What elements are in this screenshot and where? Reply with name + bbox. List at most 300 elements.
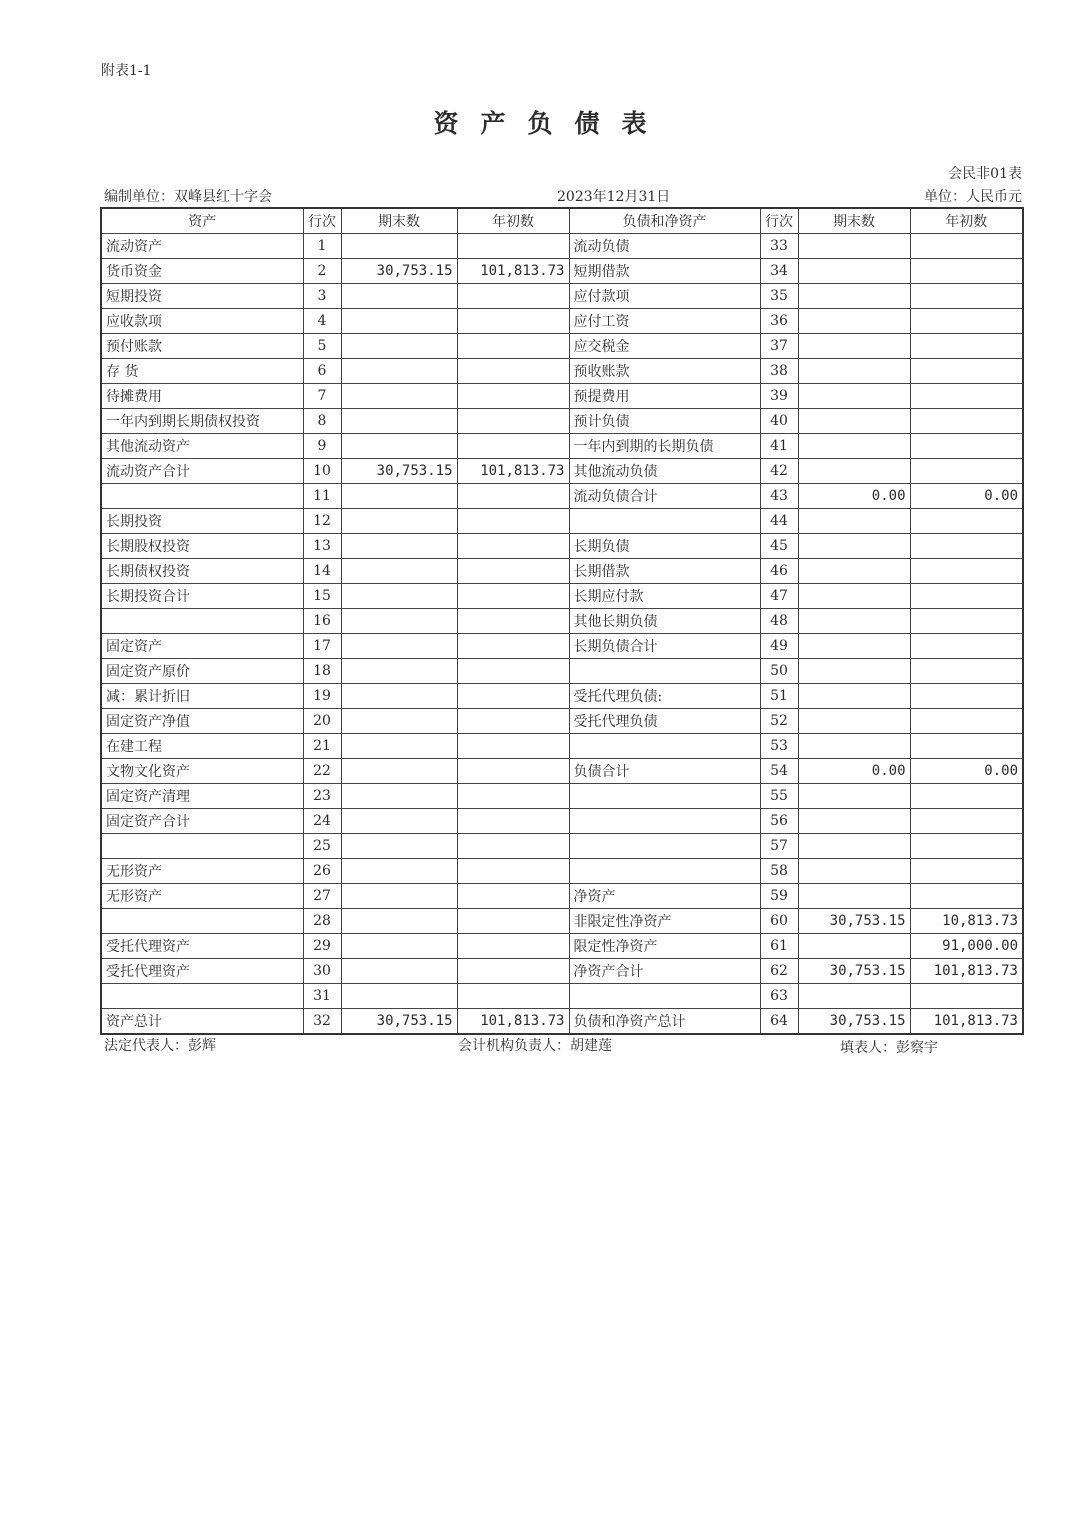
liability-year-begin <box>910 459 1023 484</box>
liability-item: 应付工资 <box>569 309 760 334</box>
asset-period-end: 30,753.15 <box>341 459 457 484</box>
asset-row-no: 7 <box>303 384 341 409</box>
asset-year-begin <box>457 309 569 334</box>
liability-item: 长期负债 <box>569 534 760 559</box>
liability-item: 限定性净资产 <box>569 934 760 959</box>
asset-item: 文物文化资产 <box>101 759 303 784</box>
liability-year-begin <box>910 534 1023 559</box>
asset-item: 受托代理资产 <box>101 934 303 959</box>
asset-year-begin <box>457 234 569 259</box>
asset-row-no: 8 <box>303 409 341 434</box>
asset-item: 固定资产净值 <box>101 709 303 734</box>
liability-item: 非限定性净资产 <box>569 909 760 934</box>
asset-year-begin <box>457 809 569 834</box>
table-row <box>101 334 1023 359</box>
liability-item: 净资产 <box>569 884 760 909</box>
liability-period-end <box>798 834 910 859</box>
asset-period-end <box>341 484 457 509</box>
asset-period-end: 30,753.15 <box>341 1009 457 1035</box>
table-row <box>101 759 1023 784</box>
asset-row-no: 15 <box>303 584 341 609</box>
liability-period-end <box>798 259 910 284</box>
liability-period-end <box>798 809 910 834</box>
asset-row-no: 27 <box>303 884 341 909</box>
table-row <box>101 684 1023 709</box>
liability-row-no: 47 <box>760 584 798 609</box>
asset-item: 一年内到期长期债权投资 <box>101 409 303 434</box>
table-row <box>101 1009 1023 1035</box>
liability-period-end <box>798 284 910 309</box>
liability-row-no: 62 <box>760 959 798 984</box>
liability-year-begin <box>910 609 1023 634</box>
liability-year-begin <box>910 859 1023 884</box>
page-title: 资产负债表 <box>433 109 669 138</box>
liability-row-no: 49 <box>760 634 798 659</box>
col-header-year-begin: 年初数 <box>457 208 569 234</box>
table-row <box>101 884 1023 909</box>
asset-row-no: 25 <box>303 834 341 859</box>
col-header-row-no-2: 行次 <box>760 208 798 234</box>
liability-row-no: 52 <box>760 709 798 734</box>
asset-item: 固定资产清理 <box>101 784 303 809</box>
asset-period-end <box>341 809 457 834</box>
liability-year-begin <box>910 434 1023 459</box>
liability-item: 长期应付款 <box>569 584 760 609</box>
liability-period-end <box>798 534 910 559</box>
asset-row-no: 18 <box>303 659 341 684</box>
asset-year-begin <box>457 984 569 1009</box>
liability-year-begin <box>910 309 1023 334</box>
liability-year-begin <box>910 709 1023 734</box>
asset-period-end <box>341 584 457 609</box>
liability-item: 预计负债 <box>569 409 760 434</box>
liability-year-begin <box>910 259 1023 284</box>
asset-item: 流动资产 <box>101 234 303 259</box>
report-meta <box>104 186 1022 206</box>
asset-row-no: 29 <box>303 934 341 959</box>
asset-year-begin <box>457 359 569 384</box>
liability-period-end <box>798 684 910 709</box>
asset-period-end <box>341 884 457 909</box>
form-code: 会民非01表 <box>948 166 1022 182</box>
table-row <box>101 284 1023 309</box>
liability-item <box>569 509 760 534</box>
asset-item: 待摊费用 <box>101 384 303 409</box>
asset-period-end <box>341 334 457 359</box>
asset-year-begin <box>457 409 569 434</box>
asset-item: 长期投资合计 <box>101 584 303 609</box>
asset-year-begin <box>457 584 569 609</box>
asset-item: 货币资金 <box>101 259 303 284</box>
liability-item: 预收账款 <box>569 359 760 384</box>
table-row <box>101 534 1023 559</box>
asset-item <box>101 484 303 509</box>
liability-item: 负债合计 <box>569 759 760 784</box>
liability-year-begin <box>910 634 1023 659</box>
col-header-year-begin-2: 年初数 <box>910 208 1023 234</box>
table-row <box>101 309 1023 334</box>
liability-row-no: 36 <box>760 309 798 334</box>
table-row <box>101 509 1023 534</box>
asset-row-no: 5 <box>303 334 341 359</box>
asset-year-begin <box>457 884 569 909</box>
liability-year-begin <box>910 409 1023 434</box>
asset-row-no: 20 <box>303 709 341 734</box>
asset-item <box>101 909 303 934</box>
asset-period-end <box>341 234 457 259</box>
asset-item <box>101 834 303 859</box>
liability-period-end <box>798 634 910 659</box>
liability-period-end <box>798 434 910 459</box>
liability-item: 流动负债 <box>569 234 760 259</box>
asset-period-end <box>341 609 457 634</box>
asset-period-end <box>341 284 457 309</box>
asset-item: 预付账款 <box>101 334 303 359</box>
liability-row-no: 57 <box>760 834 798 859</box>
table-row <box>101 584 1023 609</box>
col-header-row-no: 行次 <box>303 208 341 234</box>
table-row <box>101 734 1023 759</box>
liability-item: 预提费用 <box>569 384 760 409</box>
liability-year-begin <box>910 659 1023 684</box>
table-row <box>101 359 1023 384</box>
liability-item <box>569 784 760 809</box>
asset-row-no: 6 <box>303 359 341 384</box>
liability-year-begin <box>910 734 1023 759</box>
liability-year-begin <box>910 384 1023 409</box>
liability-item: 长期借款 <box>569 559 760 584</box>
liability-item: 受托代理负债 <box>569 709 760 734</box>
col-header-liabilities: 负债和净资产 <box>569 208 760 234</box>
liability-row-no: 60 <box>760 909 798 934</box>
asset-row-no: 19 <box>303 684 341 709</box>
asset-period-end <box>341 509 457 534</box>
liability-period-end: 0.00 <box>798 484 910 509</box>
liability-row-no: 53 <box>760 734 798 759</box>
table-row <box>101 384 1023 409</box>
asset-year-begin <box>457 709 569 734</box>
asset-year-begin <box>457 734 569 759</box>
asset-year-begin <box>457 634 569 659</box>
table-row <box>101 559 1023 584</box>
liability-row-no: 44 <box>760 509 798 534</box>
asset-row-no: 13 <box>303 534 341 559</box>
liability-item: 长期负债合计 <box>569 634 760 659</box>
asset-row-no: 4 <box>303 309 341 334</box>
col-header-period-end-2: 期末数 <box>798 208 910 234</box>
liability-item <box>569 734 760 759</box>
asset-period-end: 30,753.15 <box>341 259 457 284</box>
asset-year-begin: 101,813.73 <box>457 259 569 284</box>
liability-period-end <box>798 384 910 409</box>
liability-year-begin <box>910 559 1023 584</box>
liability-item: 其他长期负债 <box>569 609 760 634</box>
liability-period-end: 30,753.15 <box>798 1009 910 1035</box>
accounting-head: 会计机构负责人：胡建莲 <box>458 1038 612 1054</box>
liability-period-end <box>798 309 910 334</box>
liability-row-no: 55 <box>760 784 798 809</box>
liability-item: 流动负债合计 <box>569 484 760 509</box>
liability-year-begin <box>910 884 1023 909</box>
asset-period-end <box>341 434 457 459</box>
asset-item: 长期投资 <box>101 509 303 534</box>
report-date: 2023年12月31日 <box>557 189 671 205</box>
liability-item <box>569 809 760 834</box>
table-row <box>101 934 1023 959</box>
liability-row-no: 43 <box>760 484 798 509</box>
liability-row-no: 39 <box>760 384 798 409</box>
asset-row-no: 2 <box>303 259 341 284</box>
asset-period-end <box>341 559 457 584</box>
asset-year-begin <box>457 934 569 959</box>
asset-year-begin: 101,813.73 <box>457 459 569 484</box>
liability-period-end <box>798 584 910 609</box>
table-row <box>101 959 1023 984</box>
asset-year-begin <box>457 684 569 709</box>
asset-period-end <box>341 734 457 759</box>
asset-row-no: 11 <box>303 484 341 509</box>
asset-year-begin <box>457 909 569 934</box>
liability-row-no: 50 <box>760 659 798 684</box>
liability-row-no: 37 <box>760 334 798 359</box>
asset-year-begin <box>457 284 569 309</box>
asset-year-begin: 101,813.73 <box>457 1009 569 1035</box>
liability-row-no: 56 <box>760 809 798 834</box>
liability-year-begin: 91,000.00 <box>910 934 1023 959</box>
table-row <box>101 909 1023 934</box>
asset-row-no: 30 <box>303 959 341 984</box>
liability-year-begin <box>910 809 1023 834</box>
table-row <box>101 834 1023 859</box>
liability-period-end: 30,753.15 <box>798 909 910 934</box>
asset-period-end <box>341 534 457 559</box>
table-row <box>101 634 1023 659</box>
liability-row-no: 45 <box>760 534 798 559</box>
asset-year-begin <box>457 609 569 634</box>
liability-item <box>569 834 760 859</box>
asset-row-no: 28 <box>303 909 341 934</box>
liability-item: 应交税金 <box>569 334 760 359</box>
table-row <box>101 784 1023 809</box>
asset-row-no: 17 <box>303 634 341 659</box>
asset-row-no: 22 <box>303 759 341 784</box>
liability-year-begin <box>910 684 1023 709</box>
liability-item <box>569 984 760 1009</box>
table-body <box>101 234 1023 1035</box>
liability-year-begin <box>910 834 1023 859</box>
liability-period-end <box>798 334 910 359</box>
asset-year-begin <box>457 334 569 359</box>
liability-year-begin <box>910 784 1023 809</box>
asset-period-end <box>341 384 457 409</box>
asset-period-end <box>341 784 457 809</box>
liability-item: 其他流动负债 <box>569 459 760 484</box>
asset-year-begin <box>457 384 569 409</box>
signature-row <box>104 1035 944 1055</box>
asset-row-no: 23 <box>303 784 341 809</box>
asset-item: 固定资产原价 <box>101 659 303 684</box>
liability-year-begin <box>910 359 1023 384</box>
asset-year-begin <box>457 434 569 459</box>
asset-row-no: 1 <box>303 234 341 259</box>
asset-item: 资产总计 <box>101 1009 303 1035</box>
liability-item: 短期借款 <box>569 259 760 284</box>
asset-row-no: 3 <box>303 284 341 309</box>
asset-item: 其他流动资产 <box>101 434 303 459</box>
asset-item: 短期投资 <box>101 284 303 309</box>
liability-year-begin <box>910 984 1023 1009</box>
asset-item: 无形资产 <box>101 884 303 909</box>
liability-period-end <box>798 559 910 584</box>
asset-year-begin <box>457 559 569 584</box>
asset-item: 长期债权投资 <box>101 559 303 584</box>
asset-period-end <box>341 409 457 434</box>
table-row <box>101 484 1023 509</box>
liability-row-no: 41 <box>760 434 798 459</box>
asset-item <box>101 609 303 634</box>
table-row <box>101 809 1023 834</box>
form-filler: 填表人：彭察宇 <box>840 1040 938 1056</box>
asset-year-begin <box>457 484 569 509</box>
table-row <box>101 434 1023 459</box>
liability-row-no: 40 <box>760 409 798 434</box>
liability-period-end <box>798 984 910 1009</box>
liability-item: 负债和净资产总计 <box>569 1009 760 1035</box>
asset-year-begin <box>457 759 569 784</box>
asset-row-no: 10 <box>303 459 341 484</box>
asset-year-begin <box>457 534 569 559</box>
liability-row-no: 63 <box>760 984 798 1009</box>
liability-period-end <box>798 409 910 434</box>
liability-item: 受托代理负债: <box>569 684 760 709</box>
asset-row-no: 26 <box>303 859 341 884</box>
asset-item: 减：累计折旧 <box>101 684 303 709</box>
asset-row-no: 16 <box>303 609 341 634</box>
liability-year-begin: 10,813.73 <box>910 909 1023 934</box>
asset-period-end <box>341 684 457 709</box>
table-row <box>101 459 1023 484</box>
liability-row-no: 34 <box>760 259 798 284</box>
asset-item: 固定资产合计 <box>101 809 303 834</box>
asset-year-begin <box>457 784 569 809</box>
table-row <box>101 234 1023 259</box>
liability-year-begin <box>910 234 1023 259</box>
liability-row-no: 42 <box>760 459 798 484</box>
asset-year-begin <box>457 659 569 684</box>
table-header-row <box>101 208 1023 234</box>
table-row <box>101 609 1023 634</box>
liability-row-no: 46 <box>760 559 798 584</box>
liability-period-end <box>798 509 910 534</box>
liability-item: 应付款项 <box>569 284 760 309</box>
liability-period-end <box>798 859 910 884</box>
liability-row-no: 59 <box>760 884 798 909</box>
asset-period-end <box>341 309 457 334</box>
preparing-unit: 编制单位：双峰县红十字会 <box>104 189 272 205</box>
asset-period-end <box>341 909 457 934</box>
asset-row-no: 12 <box>303 509 341 534</box>
liability-period-end <box>798 359 910 384</box>
asset-item: 无形资产 <box>101 859 303 884</box>
liability-row-no: 38 <box>760 359 798 384</box>
asset-item: 流动资产合计 <box>101 459 303 484</box>
asset-row-no: 9 <box>303 434 341 459</box>
liability-row-no: 61 <box>760 934 798 959</box>
liability-row-no: 48 <box>760 609 798 634</box>
asset-year-begin <box>457 509 569 534</box>
liability-period-end <box>798 709 910 734</box>
liability-row-no: 58 <box>760 859 798 884</box>
asset-item: 固定资产 <box>101 634 303 659</box>
liability-year-begin <box>910 334 1023 359</box>
liability-year-begin <box>910 509 1023 534</box>
asset-period-end <box>341 834 457 859</box>
table-row <box>101 259 1023 284</box>
liability-period-end <box>798 659 910 684</box>
liability-period-end <box>798 609 910 634</box>
liability-item <box>569 659 760 684</box>
asset-year-begin <box>457 859 569 884</box>
asset-period-end <box>341 959 457 984</box>
asset-item: 在建工程 <box>101 734 303 759</box>
liability-row-no: 54 <box>760 759 798 784</box>
liability-item: 一年内到期的长期负债 <box>569 434 760 459</box>
asset-item: 应收款项 <box>101 309 303 334</box>
asset-item: 受托代理资产 <box>101 959 303 984</box>
liability-period-end <box>798 234 910 259</box>
liability-year-begin: 101,813.73 <box>910 1009 1023 1035</box>
liability-year-begin <box>910 584 1023 609</box>
asset-period-end <box>341 359 457 384</box>
liability-period-end <box>798 459 910 484</box>
liability-period-end <box>798 784 910 809</box>
liability-item: 净资产合计 <box>569 959 760 984</box>
asset-row-no: 24 <box>303 809 341 834</box>
liability-year-begin <box>910 284 1023 309</box>
table-row <box>101 709 1023 734</box>
legal-representative: 法定代表人：彭辉 <box>104 1038 216 1054</box>
liability-period-end <box>798 934 910 959</box>
asset-row-no: 31 <box>303 984 341 1009</box>
liability-period-end <box>798 734 910 759</box>
liability-year-begin: 0.00 <box>910 759 1023 784</box>
asset-period-end <box>341 634 457 659</box>
asset-period-end <box>341 859 457 884</box>
liability-row-no: 35 <box>760 284 798 309</box>
asset-year-begin <box>457 834 569 859</box>
attachment-label: 附表1-1 <box>101 63 152 79</box>
currency-unit: 单位：人民币元 <box>924 189 1022 205</box>
asset-row-no: 21 <box>303 734 341 759</box>
asset-item: 长期股权投资 <box>101 534 303 559</box>
asset-period-end <box>341 984 457 1009</box>
table-row <box>101 659 1023 684</box>
liability-period-end: 30,753.15 <box>798 959 910 984</box>
liability-row-no: 33 <box>760 234 798 259</box>
asset-item: 存 货 <box>101 359 303 384</box>
asset-period-end <box>341 759 457 784</box>
asset-year-begin <box>457 959 569 984</box>
asset-period-end <box>341 709 457 734</box>
asset-row-no: 32 <box>303 1009 341 1035</box>
liability-period-end: 0.00 <box>798 759 910 784</box>
table-row <box>101 984 1023 1009</box>
liability-year-begin: 0.00 <box>910 484 1023 509</box>
col-header-period-end: 期末数 <box>341 208 457 234</box>
liability-row-no: 51 <box>760 684 798 709</box>
asset-period-end <box>341 659 457 684</box>
balance-sheet-table <box>100 207 1024 1035</box>
